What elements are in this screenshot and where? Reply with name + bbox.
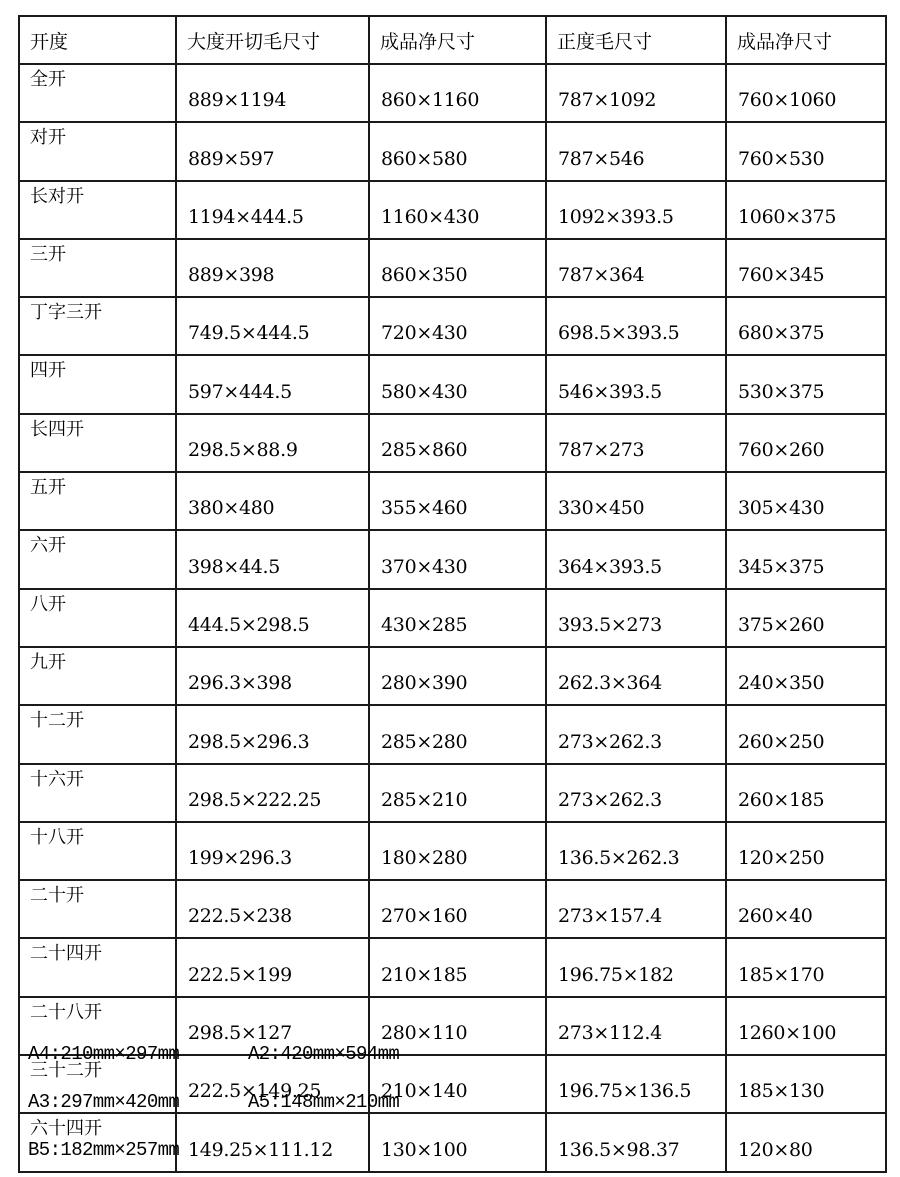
cell-large-net-size: 580×430: [369, 355, 546, 413]
cell-large-raw-size: 298.5×296.3: [176, 705, 369, 763]
cell-large-raw-size: 199×296.3: [176, 822, 369, 880]
note-b5: B5:182mm×257mm: [28, 1139, 180, 1161]
note-line: [28, 1030, 468, 1078]
cell-large-raw-size: 597×444.5: [176, 355, 369, 413]
cell-standard-net-size: 530×375: [726, 355, 886, 413]
cell-fold-name: 四开: [19, 355, 176, 413]
cell-standard-raw-size: 787×364: [546, 239, 726, 297]
cell-large-net-size: 210×185: [369, 938, 546, 996]
cell-standard-net-size: 345×375: [726, 530, 886, 588]
cell-large-net-size: 370×430: [369, 530, 546, 588]
cell-standard-raw-size: 1092×393.5: [546, 181, 726, 239]
table-row: [19, 764, 886, 822]
cell-standard-net-size: 375×260: [726, 589, 886, 647]
cell-large-net-size: 130×100: [369, 1113, 546, 1171]
cell-standard-raw-size: 787×1092: [546, 64, 726, 122]
cell-standard-raw-size: 273×157.4: [546, 880, 726, 938]
cell-standard-net-size: 1060×375: [726, 181, 886, 239]
table-row: [19, 181, 886, 239]
iso-size-notes: [28, 1030, 468, 1174]
cell-fold-name: 长四开: [19, 414, 176, 472]
cell-fold-name: 二十开: [19, 880, 176, 938]
cell-large-raw-size: 889×1194: [176, 64, 369, 122]
table-row: [19, 530, 886, 588]
cell-standard-raw-size: 136.5×262.3: [546, 822, 726, 880]
cell-large-net-size: 180×280: [369, 822, 546, 880]
cell-large-raw-size: 222.5×149.25: [176, 1055, 369, 1113]
cell-large-net-size: 720×430: [369, 297, 546, 355]
table-row: [19, 938, 886, 996]
cell-large-raw-size: 149.25×111.12: [176, 1113, 369, 1171]
cell-large-net-size: 355×460: [369, 472, 546, 530]
header-standard-net-size: 成品净尺寸: [726, 16, 886, 64]
cell-large-raw-size: 222.5×199: [176, 938, 369, 996]
cell-standard-net-size: 260×250: [726, 705, 886, 763]
cell-standard-raw-size: 393.5×273: [546, 589, 726, 647]
cell-fold-name: 二十八开: [19, 997, 176, 1055]
cell-standard-net-size: 120×80: [726, 1113, 886, 1171]
note-a3: A3:297mm×420mm: [28, 1091, 180, 1113]
cell-standard-net-size: 185×170: [726, 938, 886, 996]
cell-standard-raw-size: 546×393.5: [546, 355, 726, 413]
table-row: [19, 239, 886, 297]
cell-large-net-size: 285×210: [369, 764, 546, 822]
table-row: [19, 822, 886, 880]
cell-standard-net-size: 240×350: [726, 647, 886, 705]
header-standard-raw-size: 正度毛尺寸: [546, 16, 726, 64]
table-body: [19, 64, 886, 1172]
cell-standard-raw-size: 136.5×98.37: [546, 1113, 726, 1171]
cell-large-net-size: 430×285: [369, 589, 546, 647]
header-fold: 开度: [19, 16, 176, 64]
table-row: [19, 64, 886, 122]
cell-fold-name: 对开: [19, 122, 176, 180]
cell-standard-raw-size: 262.3×364: [546, 647, 726, 705]
note-line: [28, 1126, 468, 1174]
cell-standard-raw-size: 273×262.3: [546, 705, 726, 763]
table-row: [19, 880, 886, 938]
cell-standard-raw-size: 196.75×182: [546, 938, 726, 996]
cell-large-net-size: 285×860: [369, 414, 546, 472]
cell-large-net-size: 860×1160: [369, 64, 546, 122]
cell-large-raw-size: 889×398: [176, 239, 369, 297]
cell-standard-net-size: 1260×100: [726, 997, 886, 1055]
cell-fold-name: 十二开: [19, 705, 176, 763]
cell-large-raw-size: 222.5×238: [176, 880, 369, 938]
cell-standard-net-size: 260×40: [726, 880, 886, 938]
table-row: [19, 297, 886, 355]
cell-large-net-size: 860×350: [369, 239, 546, 297]
cell-standard-raw-size: 330×450: [546, 472, 726, 530]
cell-large-net-size: 860×580: [369, 122, 546, 180]
cell-large-raw-size: 444.5×298.5: [176, 589, 369, 647]
cell-large-net-size: 270×160: [369, 880, 546, 938]
cell-fold-name: 全开: [19, 64, 176, 122]
header-large-raw-size: 大度开切毛尺寸: [176, 16, 369, 64]
table-row: [19, 647, 886, 705]
note-a2: A2:420mm×594mm: [248, 1043, 400, 1065]
cell-fold-name: 长对开: [19, 181, 176, 239]
cell-standard-net-size: 760×530: [726, 122, 886, 180]
cell-large-net-size: 210×140: [369, 1055, 546, 1113]
cell-standard-raw-size: 273×262.3: [546, 764, 726, 822]
cell-standard-raw-size: 273×112.4: [546, 997, 726, 1055]
cell-standard-raw-size: 787×273: [546, 414, 726, 472]
cell-standard-raw-size: 364×393.5: [546, 530, 726, 588]
cell-fold-name: 六开: [19, 530, 176, 588]
cell-fold-name: 三开: [19, 239, 176, 297]
cell-large-raw-size: 889×597: [176, 122, 369, 180]
table-row: [19, 355, 886, 413]
cell-standard-raw-size: 787×546: [546, 122, 726, 180]
paper-size-table: [18, 15, 887, 1173]
note-a5: A5:148mm×210mm: [248, 1091, 400, 1113]
cell-standard-raw-size: 698.5×393.5: [546, 297, 726, 355]
cell-large-net-size: 285×280: [369, 705, 546, 763]
cell-large-raw-size: 298.5×222.25: [176, 764, 369, 822]
cell-large-raw-size: 298.5×127: [176, 997, 369, 1055]
cell-large-raw-size: 296.3×398: [176, 647, 369, 705]
note-a4: A4:210mm×297mm: [28, 1043, 180, 1065]
table-row: [19, 705, 886, 763]
cell-large-net-size: 280×390: [369, 647, 546, 705]
cell-large-raw-size: 1194×444.5: [176, 181, 369, 239]
cell-large-net-size: 280×110: [369, 997, 546, 1055]
cell-large-raw-size: 380×480: [176, 472, 369, 530]
table-header-row: [19, 16, 886, 64]
cell-large-raw-size: 749.5×444.5: [176, 297, 369, 355]
cell-standard-net-size: 305×430: [726, 472, 886, 530]
cell-fold-name: 五开: [19, 472, 176, 530]
cell-standard-net-size: 760×260: [726, 414, 886, 472]
cell-large-raw-size: 298.5×88.9: [176, 414, 369, 472]
cell-large-net-size: 1160×430: [369, 181, 546, 239]
note-line: [28, 1078, 468, 1126]
table-row: [19, 472, 886, 530]
cell-standard-net-size: 760×1060: [726, 64, 886, 122]
cell-fold-name: 六十四开: [19, 1113, 176, 1171]
cell-fold-name: 丁字三开: [19, 297, 176, 355]
cell-standard-net-size: 760×345: [726, 239, 886, 297]
cell-fold-name: 九开: [19, 647, 176, 705]
cell-standard-net-size: 120×250: [726, 822, 886, 880]
cell-large-raw-size: 398×44.5: [176, 530, 369, 588]
cell-fold-name: 十八开: [19, 822, 176, 880]
cell-fold-name: 十六开: [19, 764, 176, 822]
table-row: [19, 414, 886, 472]
cell-standard-net-size: 185×130: [726, 1055, 886, 1113]
cell-standard-raw-size: 196.75×136.5: [546, 1055, 726, 1113]
paper-size-sheet: [18, 15, 887, 1173]
cell-fold-name: 二十四开: [19, 938, 176, 996]
table-row: [19, 589, 886, 647]
table-row: [19, 122, 886, 180]
header-large-net-size: 成品净尺寸: [369, 16, 546, 64]
cell-standard-net-size: 680×375: [726, 297, 886, 355]
cell-fold-name: 八开: [19, 589, 176, 647]
cell-standard-net-size: 260×185: [726, 764, 886, 822]
cell-fold-name: 三十二开: [19, 1055, 176, 1113]
